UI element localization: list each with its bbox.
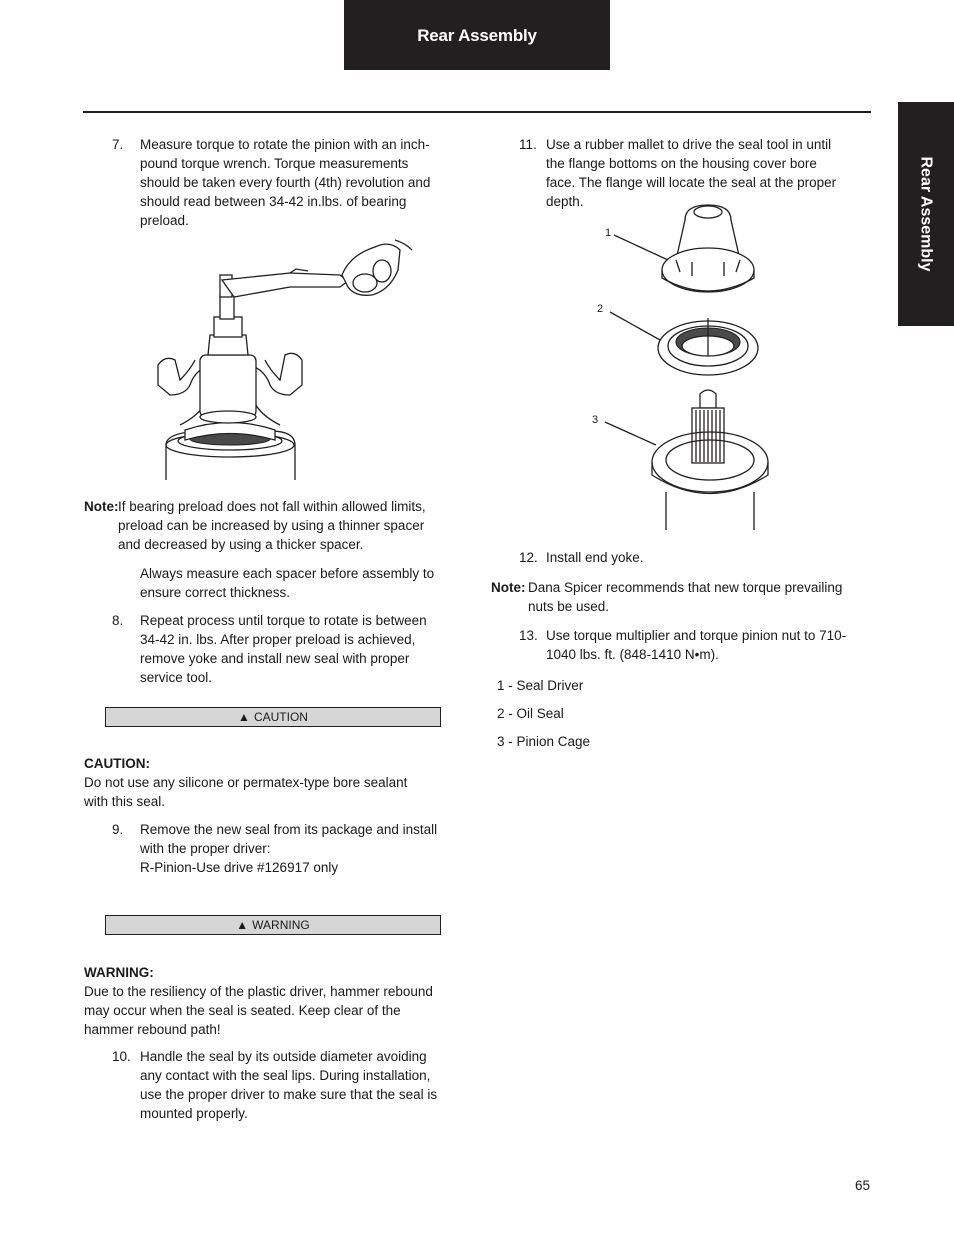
warning-triangle-icon: ▲ <box>238 710 250 724</box>
note-label: Note: <box>491 580 526 595</box>
callout-1: 1 <box>605 227 612 239</box>
legend-item: 3 - Pinion Cage <box>497 734 591 749</box>
header-divider <box>83 111 871 113</box>
note-extra: Always measure each spacer before assembly to ensure correct thickness. <box>140 566 435 600</box>
step-9-text: Remove the new seal from its package and install with the proper driver: <box>140 822 438 856</box>
warning-text: Due to the resiliency of the plastic driver, hammer rebound may occur when the seal is seated. Keep clear of the hammer rebound path! <box>84 984 433 1037</box>
callout-2: 2 <box>597 303 604 315</box>
note-label: Note: <box>84 499 119 514</box>
callout-3: 3 <box>592 414 599 426</box>
step-number: 8. <box>112 613 124 628</box>
step-number: 12. <box>519 550 538 565</box>
note-text <box>84 497 440 554</box>
step-text: Use a rubber mallet to drive the seal tool in until the flange bottoms on the housing cover bore face. The flange will locate the seal at the proper depth. <box>546 137 837 209</box>
caution-text: Do not use any silicone or permatex-type bore sealant with this seal. <box>84 775 408 809</box>
step-number: 7. <box>112 137 124 152</box>
step-number: 9. <box>112 822 124 837</box>
step-number: 11. <box>519 137 537 152</box>
step-text: Handle the seal by its outside diameter avoiding any contact with the seal lips. During installation, use the proper driver to make sure that the seal is mounted properly. <box>140 1049 438 1121</box>
note-body: If bearing preload does not fall within allowed limits, preload can be increased by using a thinner spacer and decreased by using a thicker spacer. <box>118 499 426 552</box>
section-header-title: Rear Assembly <box>417 25 537 45</box>
step-number: 13. <box>519 628 538 643</box>
warning-heading: WARNING: <box>84 965 154 980</box>
side-section-label: Rear Assembly <box>917 156 935 272</box>
warning-triangle-icon: ▲ <box>236 918 249 932</box>
figure-legend <box>497 676 590 751</box>
caution-banner <box>105 707 441 727</box>
note-text: Dana Spicer recommends that new torque prevailing nuts be used. <box>528 580 843 614</box>
torque-wrench-illustration <box>150 235 420 485</box>
side-section-tab <box>898 102 954 326</box>
step-text: Measure torque to rotate the pinion with an inch-pound torque wrench. Torque measurements should be taken every fourth (4th) revolution and should read between 34-42 in.lbs. of bearing preload. <box>140 137 431 228</box>
warning-banner <box>105 915 441 935</box>
step-text <box>140 820 442 877</box>
seal-driver-illustration <box>600 200 800 540</box>
step-9-subtext: R-Pinion-Use drive #126917 only <box>140 860 339 875</box>
warning-banner-label: WARNING <box>252 918 310 932</box>
caution-heading: CAUTION: <box>84 756 150 771</box>
step-text: Use torque multiplier and torque pinion nut to 710-1040 lbs. ft. (848-1410 N•m). <box>546 628 847 662</box>
legend-item: 2 - Oil Seal <box>497 706 564 721</box>
step-number: 10. <box>112 1049 131 1064</box>
step-text: Repeat process until torque to rotate is between 34-42 in. lbs. After proper preload is achieved, remove yoke and install new seal with proper service tool. <box>140 613 427 685</box>
caution-banner-label: CAUTION <box>253 710 308 724</box>
legend-item: 1 - Seal Driver <box>497 678 584 693</box>
page-number: 65 <box>855 1178 871 1193</box>
section-header-tab <box>344 0 610 70</box>
step-text: Install end yoke. <box>546 550 644 565</box>
